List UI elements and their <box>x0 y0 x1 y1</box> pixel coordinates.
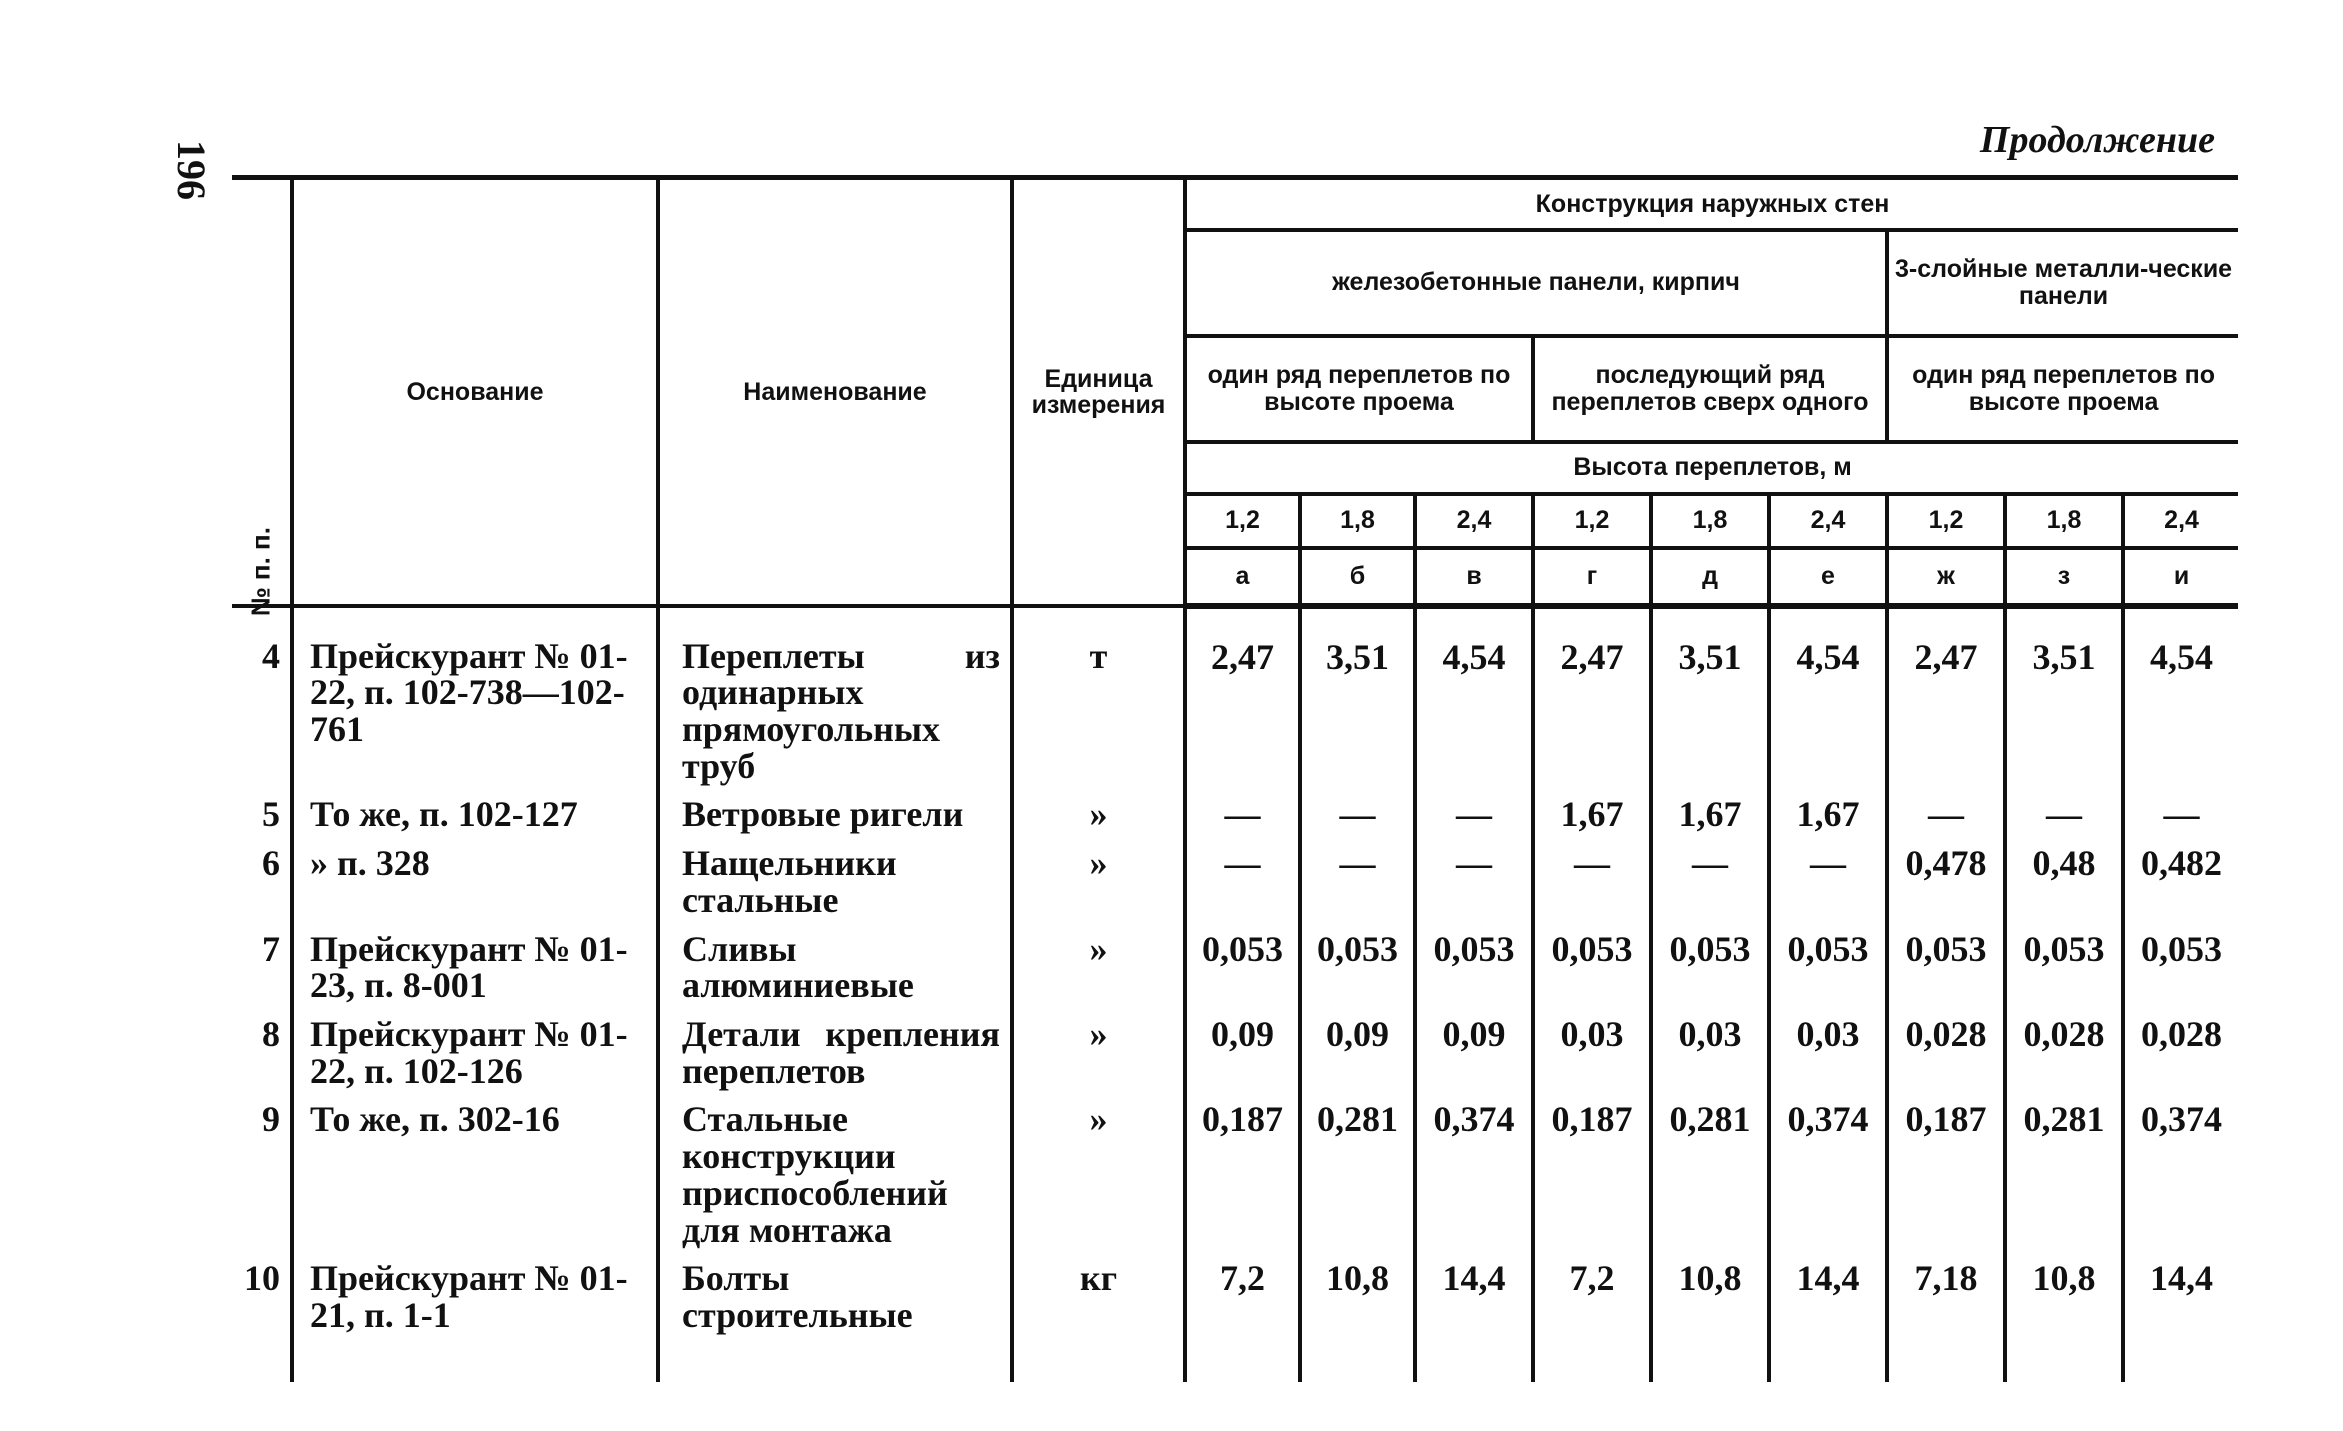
row-value: — <box>2005 796 2123 845</box>
row-value: 0,478 <box>1887 845 2005 930</box>
row-name: Стальные конструкции приспособлений для монтажа <box>658 1101 1012 1260</box>
row-value: 0,374 <box>1415 1101 1533 1260</box>
row-name: Нащельники стальные <box>658 845 1012 930</box>
row-value: 0,09 <box>1185 1016 1300 1101</box>
row-basis: То же, п. 302-16 <box>292 1101 658 1260</box>
row-unit: » <box>1012 1016 1185 1101</box>
row-value: 14,4 <box>1415 1260 1533 1381</box>
row-value: 0,053 <box>1533 931 1651 1016</box>
continuation-label: Продолжение <box>1979 119 2215 161</box>
row-unit: т <box>1012 606 1185 797</box>
row-value: — <box>1769 845 1887 930</box>
row-value: 0,053 <box>1887 931 2005 1016</box>
row-value: 14,4 <box>1769 1260 1887 1381</box>
row-basis: Прейскурант № 01-23, п. 8-001 <box>292 931 658 1016</box>
row-value: 0,053 <box>1185 931 1300 1016</box>
row-value: 4,54 <box>1769 606 1887 797</box>
row-basis: Прейскурант № 01-22, п. 102-738—102-761 <box>292 606 658 797</box>
sub-metal-one-row-header: один ряд переплетов по высоте проема <box>1887 336 2238 442</box>
row-value: 2,47 <box>1533 606 1651 797</box>
row-value: 0,09 <box>1300 1016 1415 1101</box>
row-unit: » <box>1012 931 1185 1016</box>
specification-table-wrap <box>232 175 2233 1382</box>
row-basis: Прейскурант № 01-21, п. 1-1 <box>292 1260 658 1381</box>
column-letter: г <box>1533 548 1651 606</box>
sub-next-row-header: последующий ряд переплетов сверх одного <box>1533 336 1887 442</box>
row-value: 0,028 <box>2005 1016 2123 1101</box>
row-value: 0,03 <box>1769 1016 1887 1101</box>
table-row <box>232 1260 2238 1381</box>
row-name: Сливы алюминиевые <box>658 931 1012 1016</box>
specification-table <box>232 175 2238 1382</box>
row-number: 5 <box>262 794 280 835</box>
row-value: — <box>1185 796 1300 845</box>
sub-one-row-header: один ряд переплетов по высоте проема <box>1185 336 1533 442</box>
name-header: Наименование <box>658 178 1012 606</box>
row-unit: » <box>1012 796 1185 845</box>
row-value: 1,67 <box>1651 796 1769 845</box>
row-name: Детали крепления переплетов <box>658 1016 1012 1101</box>
unit-header: Единица измерения <box>1012 178 1185 606</box>
row-name: Болты строительные <box>658 1260 1012 1381</box>
row-value: 0,281 <box>1300 1101 1415 1260</box>
table-row <box>232 606 2238 797</box>
row-number: 10 <box>244 1258 280 1299</box>
row-value: 10,8 <box>1651 1260 1769 1381</box>
column-letter: д <box>1651 548 1769 606</box>
row-value: 3,51 <box>2005 606 2123 797</box>
row-value: 0,374 <box>1769 1101 1887 1260</box>
row-value: — <box>1651 845 1769 930</box>
height-value: 1,8 <box>1651 494 1769 548</box>
row-value: 0,028 <box>2123 1016 2238 1101</box>
height-value: 1,8 <box>2005 494 2123 548</box>
row-basis: Прейскурант № 01-22, п. 102-126 <box>292 1016 658 1101</box>
table-row <box>232 796 2238 845</box>
group-rc-header: железобетонные панели, кирпич <box>1185 230 1887 336</box>
row-number: 7 <box>262 928 280 969</box>
num-header <box>232 178 292 617</box>
row-value: — <box>1185 845 1300 930</box>
row-value: 3,51 <box>1300 606 1415 797</box>
group-metal-header: 3-слойные металли-ческие панели <box>1887 230 2238 336</box>
height-value: 1,2 <box>1533 494 1651 548</box>
column-letter: и <box>2123 548 2238 606</box>
construction-header: Конструкция наружных стен <box>1185 178 2238 230</box>
height-value: 1,8 <box>1300 494 1415 548</box>
row-value: 0,03 <box>1533 1016 1651 1101</box>
row-number: 6 <box>262 843 280 884</box>
row-value: 1,67 <box>1769 796 1887 845</box>
table-body <box>232 606 2238 1382</box>
column-letter: з <box>2005 548 2123 606</box>
row-value: 10,8 <box>2005 1260 2123 1381</box>
row-value: 0,053 <box>2123 931 2238 1016</box>
row-value: 2,47 <box>1887 606 2005 797</box>
num-header-label: № п. п. <box>245 527 276 617</box>
row-value: 7,2 <box>1533 1260 1651 1381</box>
row-value: — <box>1533 845 1651 930</box>
row-value: 2,47 <box>1185 606 1300 797</box>
row-value: — <box>1415 796 1533 845</box>
row-value: — <box>1300 845 1415 930</box>
row-value: 0,281 <box>1651 1101 1769 1260</box>
row-value: 0,053 <box>1651 931 1769 1016</box>
row-value: 0,028 <box>1887 1016 2005 1101</box>
row-value: 0,374 <box>2123 1101 2238 1260</box>
row-value: 0,053 <box>1769 931 1887 1016</box>
height-header: Высота переплетов, м <box>1185 442 2238 494</box>
row-value: 7,2 <box>1185 1260 1300 1381</box>
row-value: 4,54 <box>2123 606 2238 797</box>
height-value: 2,4 <box>1769 494 1887 548</box>
height-value: 2,4 <box>2123 494 2238 548</box>
row-value: — <box>1300 796 1415 845</box>
row-value: 0,187 <box>1887 1101 2005 1260</box>
row-value: 0,053 <box>2005 931 2123 1016</box>
row-unit: » <box>1012 845 1185 930</box>
row-value: 0,03 <box>1651 1016 1769 1101</box>
row-value: — <box>1415 845 1533 930</box>
row-value: 10,8 <box>1300 1260 1415 1381</box>
row-basis: То же, п. 102-127 <box>292 796 658 845</box>
row-value: 1,67 <box>1533 796 1651 845</box>
table-row <box>232 845 2238 930</box>
row-value: 14,4 <box>2123 1260 2238 1381</box>
row-value: 0,281 <box>2005 1101 2123 1260</box>
row-value: 0,09 <box>1415 1016 1533 1101</box>
column-letter: а <box>1185 548 1300 606</box>
basis-header: Основание <box>292 178 658 606</box>
row-value: 4,54 <box>1415 606 1533 797</box>
height-value: 2,4 <box>1415 494 1533 548</box>
table-row <box>232 1101 2238 1260</box>
height-value: 1,2 <box>1185 494 1300 548</box>
row-value: 7,18 <box>1887 1260 2005 1381</box>
row-number: 8 <box>262 1013 280 1054</box>
row-number: 4 <box>262 635 280 676</box>
height-value: 1,2 <box>1887 494 2005 548</box>
column-letter: в <box>1415 548 1533 606</box>
row-value: 0,482 <box>2123 845 2238 930</box>
row-value: 0,48 <box>2005 845 2123 930</box>
row-value: 0,053 <box>1300 931 1415 1016</box>
table-row <box>232 931 2238 1016</box>
row-value: 3,51 <box>1651 606 1769 797</box>
column-letter: е <box>1769 548 1887 606</box>
row-unit: » <box>1012 1101 1185 1260</box>
page-number: 196 <box>169 140 215 200</box>
row-value: 0,187 <box>1533 1101 1651 1260</box>
column-letter: б <box>1300 548 1415 606</box>
row-value: 0,053 <box>1415 931 1533 1016</box>
column-letter: ж <box>1887 548 2005 606</box>
row-name: Ветровые ригели <box>658 796 1012 845</box>
table-header <box>232 178 2238 617</box>
row-unit: кг <box>1012 1260 1185 1381</box>
table-row <box>232 1016 2238 1101</box>
row-number: 9 <box>262 1099 280 1140</box>
row-value: — <box>1887 796 2005 845</box>
row-basis: » п. 328 <box>292 845 658 930</box>
row-name: Переплеты из одинарных прямоугольных труб <box>658 606 1012 797</box>
row-value: — <box>2123 796 2238 845</box>
row-value: 0,187 <box>1185 1101 1300 1260</box>
